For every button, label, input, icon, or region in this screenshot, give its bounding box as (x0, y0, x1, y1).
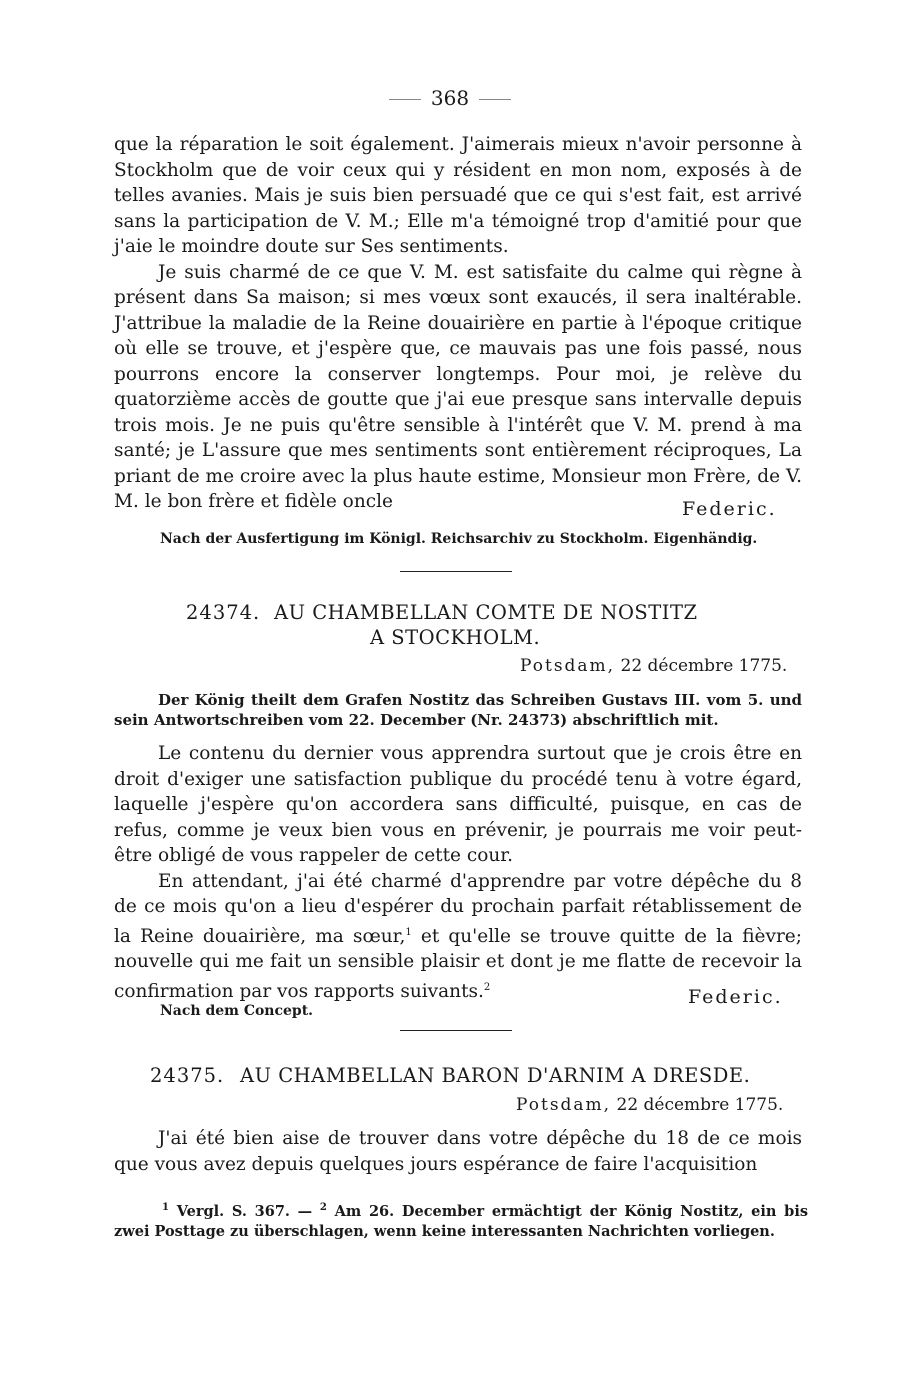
summary-text: Der König theilt dem Grafen Nostitz das Schreiben Gustavs III. vom 5. und sein Antwortschreiben vom 22. December (Nr. 24373) abschriftlich mit. (114, 691, 802, 729)
dateline (520, 656, 787, 676)
signature: Federic. (682, 498, 777, 520)
letter-title-line2: A STOCKHOLM. (370, 626, 541, 649)
letter-body (114, 741, 802, 1004)
dateline (516, 1095, 783, 1115)
paragraph: Je suis charmé de ce que V. M. est satisfaite du calme qui règne à présent dans Sa maison; si mes vœux sont exaucés, il sera inaltérable. J'attribue la maladie de la Reine douairière en partie à l'époque critique où elle se trouve, et j'espère que, ce mauvais pas une fois passé, nous pourrons encore la conserver longtemps. Pour moi, je relève du quatorzième accès de goutte que j'ai eue presque sans intervalle depuis trois mois. Je ne puis qu'être sensible à l'intérêt que V. M. prend à ma santé; je L'assure que mes sentiments sont entièrement réciproques, La priant de me croire avec la plus haute estime, Monsieur mon Frère, de V. M. le bon frère et fidèle oncle (114, 261, 802, 512)
page-header (0, 86, 900, 110)
footnotes (114, 1198, 808, 1242)
date: 22 décembre 1775. (616, 1095, 784, 1115)
footnote-text: Am 26. December ermächtigt der König Nostitz, ein bis zwei Posttage zu überschlagen, wenn keine interessanten Nachrichten vorliegen. (114, 1202, 808, 1240)
paragraph: J'ai été bien aise de trouver dans votre dépêche du 18 de ce mois que vous avez depuis quelques jours espérance de faire l'acquisition (114, 1128, 802, 1175)
paragraph (114, 869, 802, 1005)
page-number: 368 (430, 86, 470, 110)
letter-title: AU CHAMBELLAN BARON D'ARNIM A DRESDE. (240, 1064, 751, 1087)
paragraph-text: En attendant, j'ai été charmé d'apprendre par votre dépêche du 8 de ce mois qu'on a lieu d'espérer du prochain parfait rétablissement de la Reine douairière, ma sœur, (114, 870, 802, 947)
editorial-summary (114, 690, 802, 730)
section-divider (400, 1030, 512, 1031)
source-note: Nach der Ausfertigung im Königl. Reichsarchiv zu Stockholm. Eigenhändig. (160, 531, 758, 547)
header-dash-right (479, 99, 511, 100)
letter-continuation (114, 132, 802, 515)
footnote (114, 1198, 808, 1242)
footnote-text: Vergl. S. 367. — (168, 1202, 320, 1220)
paragraph: Le contenu du dernier vous apprendra surtout que je crois être en droit d'exiger une satisfaction publique du procédé tenu à votre égard, laquelle j'espère qu'on accordera sans difficulté, puisque, en cas de refus, comme je veux bien vous en prévenir, je pourrais me voir peut-être obligé de vous rappeler de cette cour. (114, 743, 802, 866)
letter-number: 24374. (186, 601, 261, 624)
letter-number: 24375. (150, 1064, 225, 1087)
footnote-marker: 2 (319, 1202, 327, 1213)
footnote-marker: 1 (405, 926, 412, 938)
signature: Federic. (688, 986, 783, 1008)
place: Potsdam, (516, 1095, 612, 1115)
section-divider (400, 571, 512, 572)
letter-title: AU CHAMBELLAN COMTE DE NOSTITZ (274, 601, 698, 624)
paragraph: que la réparation le soit également. J'aimerais mieux n'avoir personne à Stockholm que de voir ceux qui y résident en mon nom, exposés à de telles avanies. Mais je suis bien persuadé que ce qui s'est fait, est arrivé sans la participation de V. M.; Elle m'a témoigné trop d'amitié pour que j'aie le moindre doute sur Ses sentiments. (114, 134, 802, 257)
paragraph-text: et qu'elle se trouve quitte de la fièvre; nouvelle qui me fait un sensible plaisir et dont je me flatte de recevoir la confirmation par vos rapports suivants. (114, 925, 802, 1002)
header-dash-left (389, 99, 421, 100)
letter-body (114, 1126, 802, 1177)
footnote-marker: 1 (162, 1202, 169, 1213)
source-note: Nach dem Concept. (160, 1003, 314, 1019)
footnote-marker: 2 (483, 981, 491, 993)
place: Potsdam, (520, 656, 616, 676)
date: 22 décembre 1775. (620, 656, 788, 676)
